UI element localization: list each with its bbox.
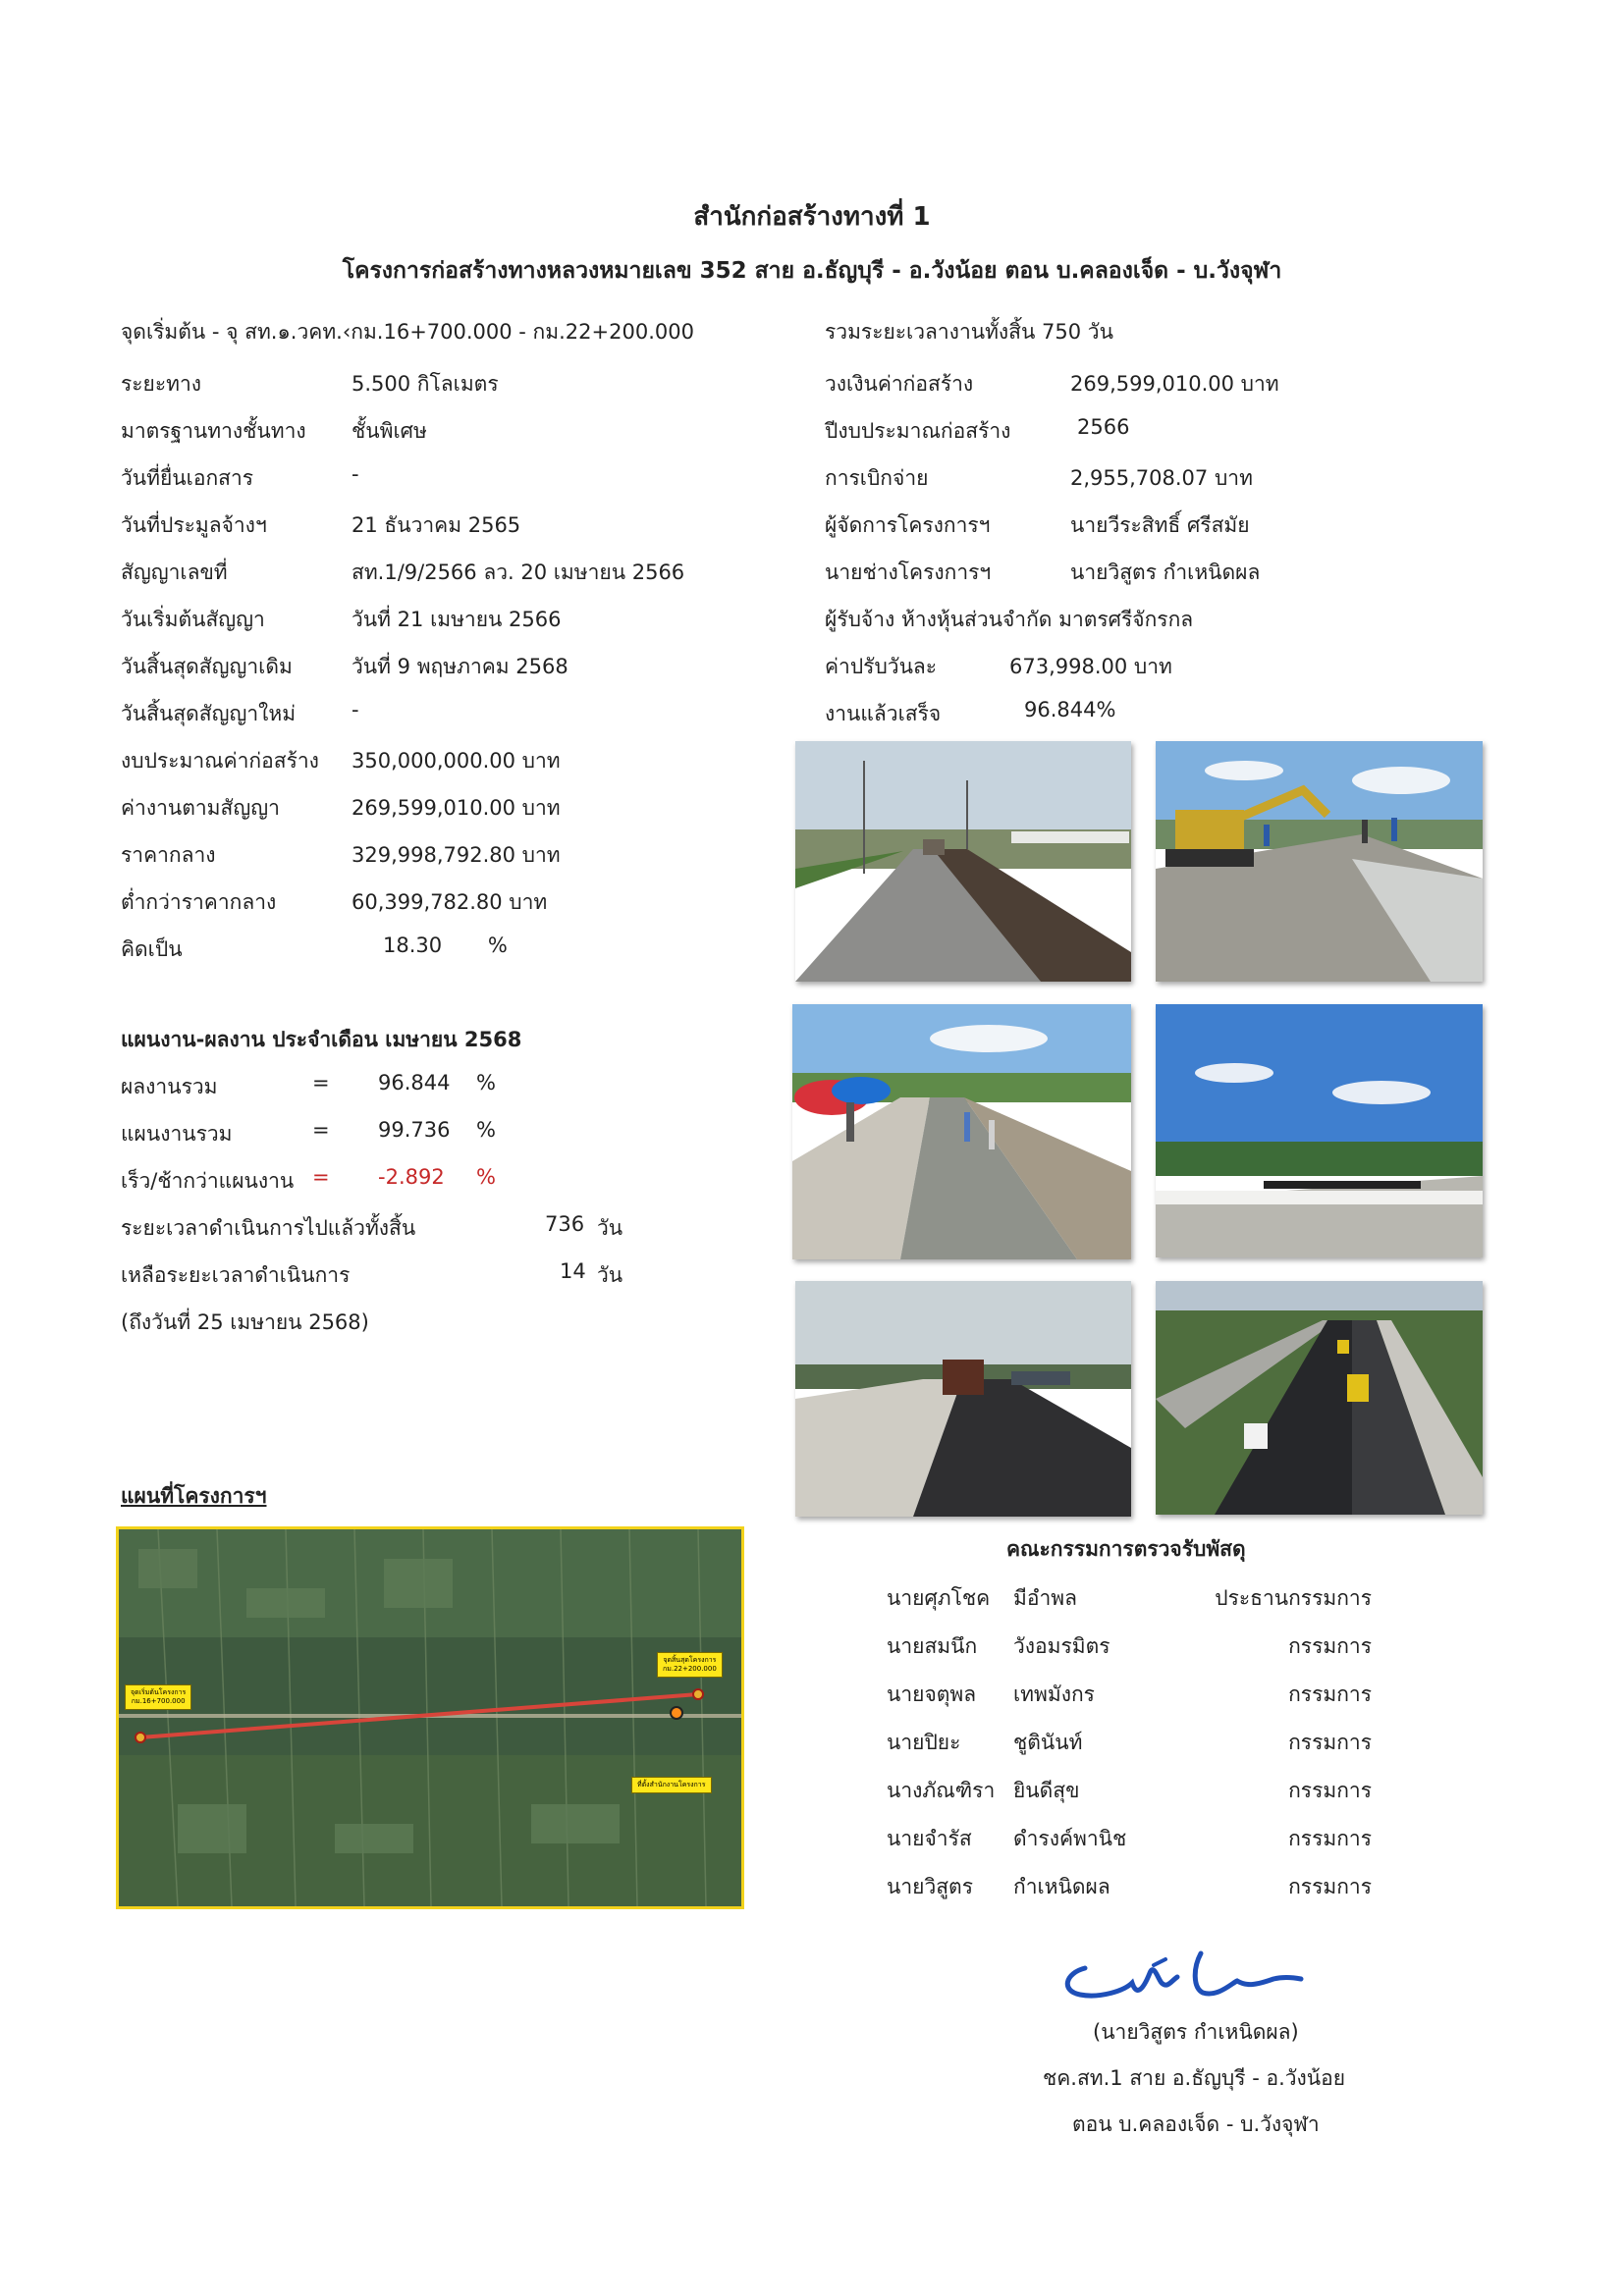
done-value: 96.844%: [1024, 698, 1116, 721]
map-heading: แผนที่โครงการฯ: [121, 1484, 267, 1508]
committee-member-role: กรรมการ: [1288, 1779, 1372, 1802]
as-of-date: (ถึงวันที่ 25 เมษายน 2568): [121, 1310, 369, 1334]
site-photo-excavator: [1156, 741, 1483, 982]
project-map: [116, 1526, 744, 1909]
map-callout-office: ที่ตั้งสำนักงานโครงการ: [631, 1777, 712, 1793]
info-value: 2,955,708.07 บาท: [1070, 466, 1253, 490]
signer-title-line2: ตอน บ.คลองเจ็ด - บ.วังจุฬา: [1072, 2112, 1320, 2136]
committee-member-first-name: นายสมนึก: [887, 1634, 978, 1658]
committee-member-role: กรรมการ: [1288, 1827, 1372, 1850]
info-label: ค่างานตามสัญญา: [121, 796, 280, 820]
info-value: 350,000,000.00 บาท: [352, 749, 561, 773]
info-value: วันที่ 9 พฤษภาคม 2568: [352, 655, 568, 678]
day-unit: วัน: [597, 1263, 623, 1287]
info-value: นายวิสูตร กำเหนิดผล: [1070, 561, 1261, 584]
map-callout-start: จุดเริ่มต้นโครงการ กม.16+700.000: [125, 1684, 191, 1710]
committee-member-last-name: ยินดีสุข: [1013, 1779, 1080, 1802]
remaining-label: เหลือระยะเวลาดำเนินการ: [121, 1263, 351, 1287]
info-label: นายช่างโครงการฯ: [825, 561, 992, 584]
info-label: วันที่ยื่นเอกสาร: [121, 466, 254, 490]
info-label: วันสิ้นสุดสัญญาเดิม: [121, 655, 293, 678]
committee-member-last-name: วังอมรมิตร: [1013, 1634, 1110, 1658]
day-unit: วัน: [597, 1216, 623, 1240]
progress-value: -2.892: [378, 1165, 445, 1189]
info-label: วันสิ้นสุดสัญญาใหม่: [121, 702, 297, 725]
progress-value: 99.736: [378, 1118, 451, 1142]
info-label: ระยะทาง: [121, 372, 202, 396]
info-label: วันที่ประมูลจ้างฯ: [121, 513, 267, 537]
info-label: วงเงินค่าก่อสร้าง: [825, 372, 974, 396]
info-value: สท.1/9/2566 ลว. 20 เมษายน 2566: [352, 561, 685, 584]
progress-value: 96.844: [378, 1071, 451, 1095]
done-label: งานแล้วเสร็จ: [825, 702, 942, 725]
progress-label: แผนงานรวม: [121, 1122, 233, 1146]
committee-member-role: กรรมการ: [1288, 1875, 1372, 1898]
info-value: 269,599,010.00 บาท: [352, 796, 561, 820]
info-label: คิดเป็น: [121, 937, 183, 961]
info-value: 269,599,010.00 บาท: [1070, 372, 1279, 396]
info-value: 329,998,792.80 บาท: [352, 843, 561, 867]
info-label: ปีงบประมาณก่อสร้าง: [825, 419, 1011, 443]
progress-heading: แผนงาน-ผลงาน ประจำเดือน เมษายน 2568: [121, 1028, 522, 1051]
map-callout-end: จุดสิ้นสุดโครงการ กม.22+200.000: [657, 1652, 723, 1678]
info-label: วันเริ่มต้นสัญญา: [121, 608, 265, 631]
remaining-value: 14: [560, 1259, 586, 1283]
committee-member-last-name: กำเหนิดผล: [1013, 1875, 1110, 1898]
progress-eq: =: [312, 1071, 330, 1095]
committee-member-last-name: เทพมังกร: [1013, 1682, 1095, 1706]
progress-unit: %: [476, 1165, 496, 1189]
committee-member-first-name: นายจำรัส: [887, 1827, 972, 1850]
info-label: การเบิกจ่าย: [825, 466, 929, 490]
site-photo-road-base: [795, 741, 1131, 982]
progress-eq: =: [312, 1165, 330, 1189]
committee-member-last-name: ชูตินันท์: [1013, 1731, 1083, 1754]
signature-image: [1056, 1944, 1340, 2012]
info-label: มาตรฐานทางชั้นทาง: [121, 419, 306, 443]
info-label: ต่ำกว่าราคากลาง: [121, 890, 277, 914]
committee-member-last-name: มีอำพล: [1013, 1586, 1077, 1610]
committee-member-first-name: นายศุภโชค: [887, 1586, 991, 1610]
info-label: สัญญาเลขที่: [121, 561, 228, 584]
site-photo-asphalt-truck: [795, 1281, 1131, 1517]
project-title: โครงการก่อสร้างทางหลวงหมายเลข 352 สาย อ.ธัญบุรี - อ.วังน้อย ตอน บ.คลองเจ็ด - บ.วังจุฬา: [342, 258, 1282, 284]
progress-eq: =: [312, 1118, 330, 1142]
info-value: วันที่ 21 เมษายน 2566: [352, 608, 562, 631]
info-label: ราคากลาง: [121, 843, 216, 867]
signer-title-line1: ชค.สท.1 สาย อ.ธัญบุรี - อ.วังน้อย: [1043, 2066, 1346, 2090]
committee-title: คณะกรรมการตรวจรับพัสดุ: [1006, 1537, 1246, 1561]
committee-member-first-name: นายปิยะ: [887, 1731, 961, 1754]
progress-label: เร็ว/ช้ากว่าแผนงาน: [121, 1169, 295, 1193]
elapsed-label: ระยะเวลาดำเนินการไปแล้วทั้งสิ้น: [121, 1216, 416, 1240]
committee-member-last-name: ดำรงค์พานิช: [1013, 1827, 1127, 1850]
site-photo-aerial-paving: [1156, 1281, 1483, 1515]
info-value: 2566: [1077, 415, 1130, 439]
info-value: ชั้นพิเศษ: [352, 419, 427, 443]
info-value: 21 ธันวาคม 2565: [352, 513, 521, 537]
start-point: จุดเริ่มต้น - จุ สท.๑.วคท.‹กม.16+700.000 - กม.22+200.000: [121, 320, 694, 344]
fine-label: ค่าปรับวันละ: [825, 655, 938, 678]
signer-name: (นายวิสูตร กำเหนิดผล): [1093, 2020, 1299, 2044]
office-title: สำนักก่อสร้างทางที่ 1: [693, 202, 931, 232]
site-photo-bridge: [1156, 1004, 1483, 1257]
committee-member-role: ประธานกรรมการ: [1215, 1586, 1372, 1610]
progress-label: ผลงานรวม: [121, 1075, 218, 1098]
info-value: 5.500 กิโลเมตร: [352, 372, 499, 396]
contractor: ผู้รับจ้าง ห้างหุ้นส่วนจำกัด มาตรศรีจักรกล: [825, 608, 1194, 631]
info-value: 18.30 %: [383, 934, 508, 957]
elapsed-value: 736: [545, 1212, 585, 1236]
site-photo-concrete-paving: [792, 1004, 1131, 1259]
info-label: ผู้จัดการโครงการฯ: [825, 513, 991, 537]
committee-member-role: กรรมการ: [1288, 1634, 1372, 1658]
info-label: งบประมาณค่าก่อสร้าง: [121, 749, 319, 773]
committee-member-first-name: นายวิสูตร: [887, 1875, 973, 1898]
info-value: 60,399,782.80 บาท: [352, 890, 548, 914]
committee-member-role: กรรมการ: [1288, 1731, 1372, 1754]
info-value: -: [352, 698, 359, 721]
fine-value: 673,998.00 บาท: [1009, 655, 1172, 678]
info-value: นายวีระสิทธิ์ ศรีสมัย: [1070, 513, 1250, 537]
committee-member-first-name: นางภัณฑิรา: [887, 1779, 996, 1802]
info-value: -: [352, 462, 359, 486]
progress-unit: %: [476, 1071, 496, 1095]
committee-member-role: กรรมการ: [1288, 1682, 1372, 1706]
total-duration: รวมระยะเวลางานทั้งสิ้น 750 วัน: [825, 320, 1113, 344]
committee-member-first-name: นายจตุพล: [887, 1682, 977, 1706]
progress-unit: %: [476, 1118, 496, 1142]
